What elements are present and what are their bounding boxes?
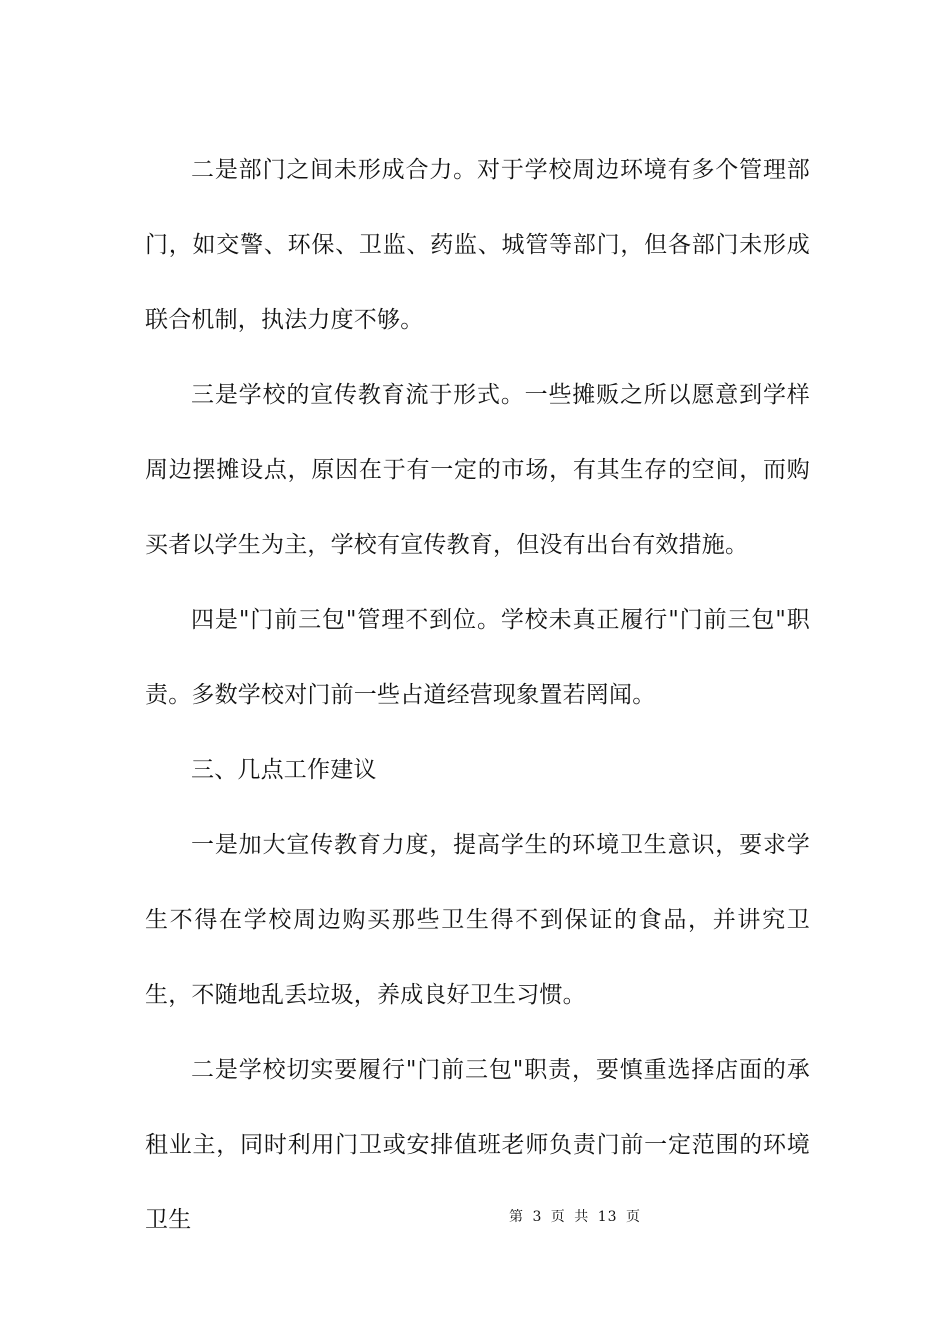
- section-heading-suggestions: 三、几点工作建议: [191, 757, 377, 783]
- paragraph-education: 三是学校的宣传教育流于形式。一些摊贩之所以愿意到学样周边摆摊设点，原因在于有一定的市场，有其生存的空间，而购买者以学生为主，学校有宣传教育，但没有出台有效措施。: [145, 382, 810, 558]
- page-footer: [0, 1206, 950, 1226]
- document-body: [145, 133, 810, 1258]
- paragraph-management: 四是"门前三包"管理不到位。学校未真正履行"门前三包"职责。多数学校对门前一些占道经营现象置若罔闻。: [145, 607, 810, 708]
- page-number: 第 3 页 共 13 页: [509, 1209, 641, 1225]
- paragraph-departments: 二是部门之间未形成合力。对于学校周边环境有多个管理部门，如交警、环保、卫监、药监、城管等部门，但各部门未形成联合机制，执法力度不够。: [145, 157, 810, 333]
- paragraph-suggestion-1: 一是加大宣传教育力度，提高学生的环境卫生意识，要求学生不得在学校周边购买那些卫生得不到保证的食品，并讲究卫生，不随地乱丢垃圾，养成良好卫生习惯。: [145, 832, 810, 1008]
- paragraph-suggestion-2: 二是学校切实要履行"门前三包"职责，要慎重选择店面的承租业主，同时利用门卫或安排值班老师负责门前一定范围的环境卫生: [145, 1057, 810, 1233]
